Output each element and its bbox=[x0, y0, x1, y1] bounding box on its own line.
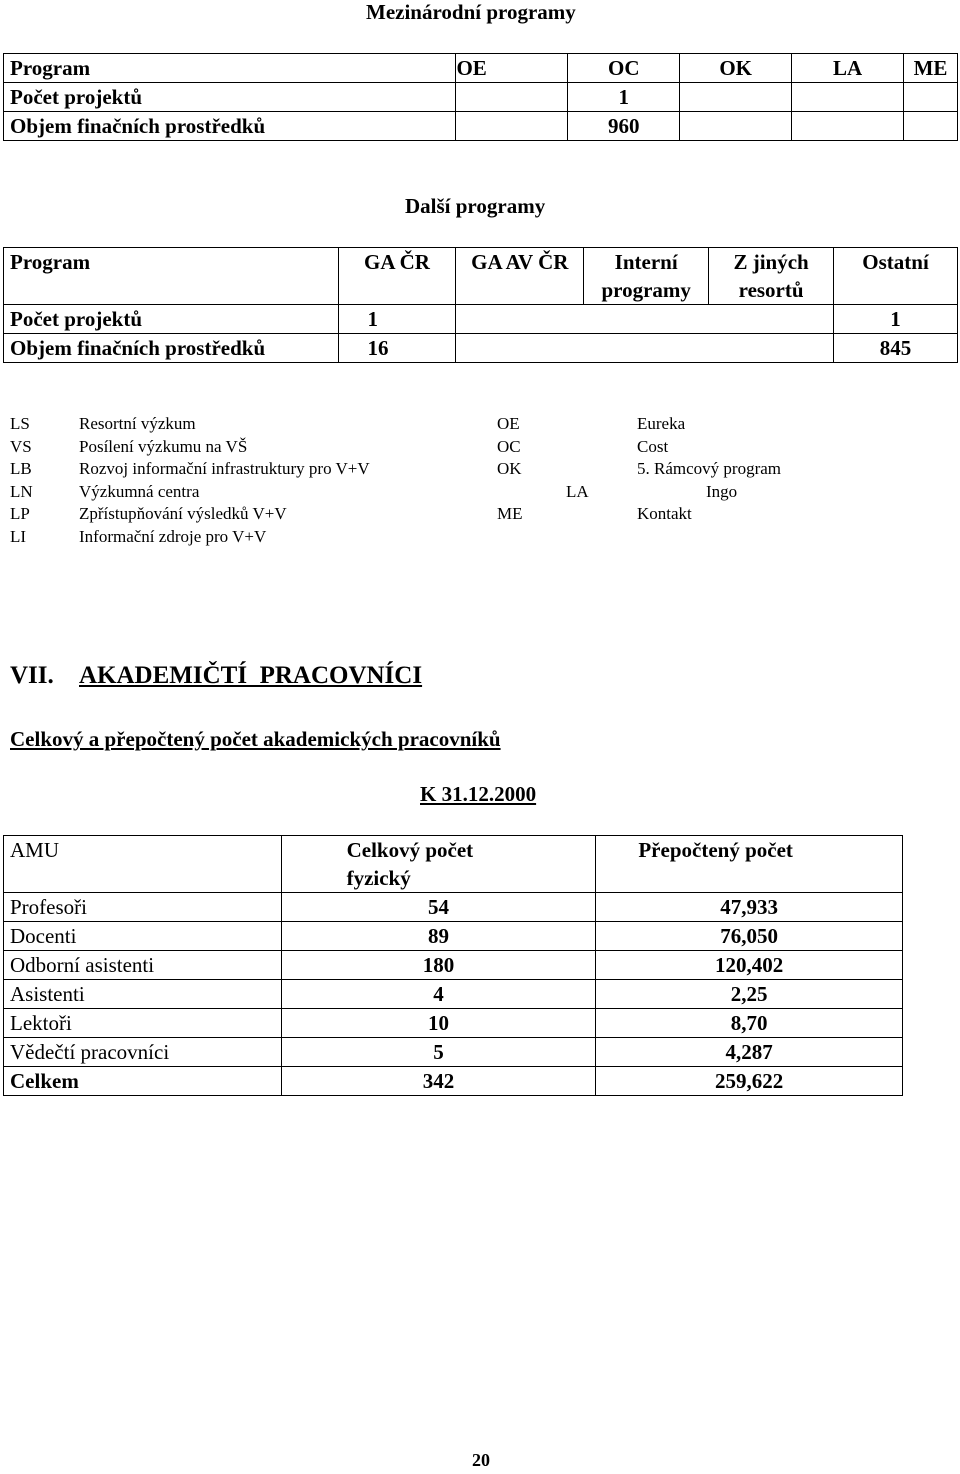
row-label: Počet projektů bbox=[4, 305, 339, 334]
cell-fte: 4,287 bbox=[596, 1038, 903, 1067]
legend-code: LP bbox=[10, 504, 30, 524]
cell-ga-cr: 1 bbox=[338, 305, 456, 334]
row-label: Lektoři bbox=[4, 1009, 282, 1038]
section-title: AKADEMIČTÍ PRACOVNÍCI bbox=[79, 662, 423, 689]
table-row bbox=[4, 951, 903, 980]
cell-fte: 259,622 bbox=[596, 1067, 903, 1096]
cell-total: 4 bbox=[281, 980, 596, 1009]
cell-ga-cr: 16 bbox=[338, 334, 456, 363]
header-total: Celkový počet fyzický bbox=[281, 836, 596, 893]
legend-code: OK bbox=[497, 459, 522, 479]
table-row bbox=[4, 1038, 903, 1067]
header-fte: Přepočtený počet bbox=[596, 836, 903, 893]
cell-fte: 76,050 bbox=[596, 922, 903, 951]
table-row bbox=[4, 922, 903, 951]
legend-codes-right bbox=[497, 413, 589, 526]
legend-code: LA bbox=[566, 481, 589, 501]
legend-text: Posílení výzkumu na VŠ bbox=[79, 436, 248, 456]
row-label: Počet projektů bbox=[4, 83, 456, 112]
cell-fte: 120,402 bbox=[596, 951, 903, 980]
cell-ostatni: 845 bbox=[834, 334, 958, 363]
cell-total: 54 bbox=[281, 893, 596, 922]
cell-total: 342 bbox=[281, 1067, 596, 1096]
legend-code: LN bbox=[10, 481, 33, 501]
legend-text: Rozvoj informační infrastruktury pro V+V bbox=[79, 459, 370, 479]
table-row bbox=[4, 305, 958, 334]
legend-code: LS bbox=[10, 414, 30, 433]
legend-text: 5. Rámcový program bbox=[637, 459, 781, 479]
row-label: Asistenti bbox=[4, 980, 282, 1009]
row-label: Docenti bbox=[4, 922, 282, 951]
cell-fte: 47,933 bbox=[596, 893, 903, 922]
table-row bbox=[4, 54, 958, 83]
legend-codes-left bbox=[10, 413, 33, 549]
header-interni: Interní programy bbox=[584, 248, 709, 305]
header-amu: AMU bbox=[4, 836, 282, 893]
header-ga-cr: GA ČR bbox=[338, 248, 456, 305]
row-label: Celkem bbox=[4, 1067, 282, 1096]
intl-programs-title: Mezinárodní programy bbox=[366, 0, 576, 24]
legend-code: VS bbox=[10, 436, 32, 456]
legend-code: OC bbox=[497, 436, 521, 456]
cell-oc: 960 bbox=[568, 112, 680, 141]
legend-texts-right bbox=[637, 413, 781, 526]
table-row-total bbox=[4, 1067, 903, 1096]
table-row bbox=[4, 1009, 903, 1038]
section-number: VII. bbox=[10, 662, 54, 689]
page-number: 20 bbox=[472, 1450, 490, 1470]
header-program: Program bbox=[4, 248, 339, 305]
header-z-jinych: Z jiných resortů bbox=[709, 248, 834, 305]
other-programs-title: Další programy bbox=[405, 194, 546, 218]
academic-staff-table bbox=[3, 835, 903, 1096]
row-label: Odborní asistenti bbox=[4, 951, 282, 980]
header-la: LA bbox=[792, 54, 904, 83]
table-row bbox=[4, 248, 958, 305]
legend-code: LB bbox=[10, 459, 32, 479]
legend-text: Kontakt bbox=[637, 504, 692, 524]
row-label: Objem finačních prostředků bbox=[4, 112, 456, 141]
legend-text: Eureka bbox=[637, 414, 686, 433]
legend-code: OE bbox=[497, 414, 520, 433]
cell-total: 10 bbox=[281, 1009, 596, 1038]
header-ok: OK bbox=[680, 54, 792, 83]
as-of-date: K 31.12.2000 bbox=[420, 782, 537, 806]
other-programs-table bbox=[3, 247, 958, 363]
table-row bbox=[4, 836, 903, 893]
table-row bbox=[4, 893, 903, 922]
table-row bbox=[4, 334, 958, 363]
intl-programs-table bbox=[3, 53, 958, 141]
header-ga-av-cr: GA AV ČR bbox=[456, 248, 584, 305]
cell-fte: 8,70 bbox=[596, 1009, 903, 1038]
cell-total: 5 bbox=[281, 1038, 596, 1067]
legend-text: Resortní výzkum bbox=[79, 414, 196, 433]
row-label: Profesoři bbox=[4, 893, 282, 922]
legend-text: Výzkumná centra bbox=[79, 481, 200, 501]
table-row bbox=[4, 980, 903, 1009]
cell-total: 89 bbox=[281, 922, 596, 951]
header-program: Program bbox=[4, 54, 456, 83]
legend-text: Informační zdroje pro V+V bbox=[79, 526, 267, 546]
header-me: ME bbox=[903, 54, 957, 83]
legend-texts-left bbox=[79, 413, 370, 549]
table-row bbox=[4, 112, 958, 141]
row-label: Vědečtí pracovníci bbox=[4, 1038, 282, 1067]
cell-ostatni: 1 bbox=[834, 305, 958, 334]
table-row bbox=[4, 83, 958, 112]
header-oc: OC bbox=[568, 54, 680, 83]
cell-fte: 2,25 bbox=[596, 980, 903, 1009]
legend-text: Cost bbox=[637, 436, 669, 456]
legend-code: LI bbox=[10, 526, 27, 546]
legend-code: ME bbox=[497, 504, 523, 524]
row-label: Objem finačních prostředků bbox=[4, 334, 339, 363]
legend-text: Zpřístupňování výsledků V+V bbox=[79, 504, 287, 524]
cell-oc: 1 bbox=[568, 83, 680, 112]
cell-total: 180 bbox=[281, 951, 596, 980]
legend-text: Ingo bbox=[706, 481, 738, 501]
header-oe: OE bbox=[456, 54, 568, 83]
header-ostatni: Ostatní bbox=[834, 248, 958, 305]
section-subtitle: Celkový a přepočtený počet akademických pracovníků bbox=[10, 727, 501, 751]
